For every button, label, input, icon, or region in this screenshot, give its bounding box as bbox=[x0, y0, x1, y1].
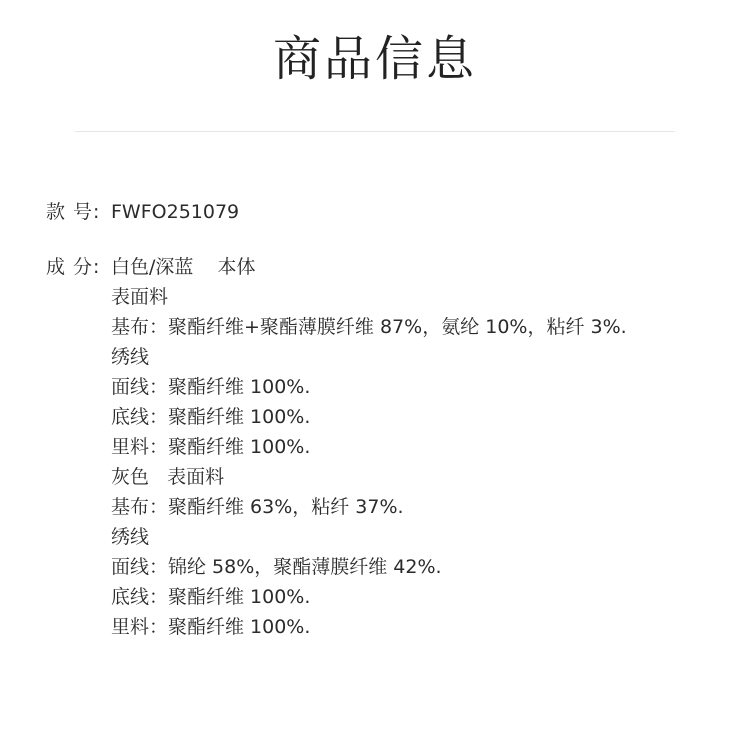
composition-line: 里料：聚酯纤维 100%. bbox=[111, 436, 311, 458]
style-number-value: FWFO251079 bbox=[111, 201, 240, 223]
composition-line: 灰色 表面料 bbox=[111, 466, 225, 488]
composition-line: 绣线 bbox=[111, 526, 150, 548]
composition-line: 底线：聚酯纤维 100%. bbox=[111, 586, 311, 608]
composition-line: 绣线 bbox=[111, 346, 150, 368]
style-number-row bbox=[46, 197, 726, 227]
composition-line: 基布：聚酯纤维 63%，粘纤 37%. bbox=[111, 496, 404, 518]
composition-row bbox=[46, 252, 726, 642]
composition-line: 基布：聚酯纤维+聚酯薄膜纤维 87%，氨纶 10%，粘纤 3%. bbox=[111, 316, 627, 338]
composition-line: 白色/深蓝 本体 bbox=[111, 256, 256, 278]
composition-label: 成 分: bbox=[46, 256, 101, 278]
composition-line: 面线：锦纶 58%，聚酯薄膜纤维 42%. bbox=[111, 556, 442, 578]
product-info bbox=[46, 197, 726, 642]
composition-line: 里料：聚酯纤维 100%. bbox=[111, 616, 311, 638]
composition-line: 表面料 bbox=[111, 286, 169, 308]
style-number-label: 款 号: bbox=[46, 201, 101, 223]
composition-line: 面线：聚酯纤维 100%. bbox=[111, 376, 311, 398]
composition-line: 底线：聚酯纤维 100%. bbox=[111, 406, 311, 428]
page-title: 商品信息 bbox=[272, 31, 477, 87]
title-divider bbox=[75, 131, 675, 132]
composition-list bbox=[111, 252, 726, 642]
